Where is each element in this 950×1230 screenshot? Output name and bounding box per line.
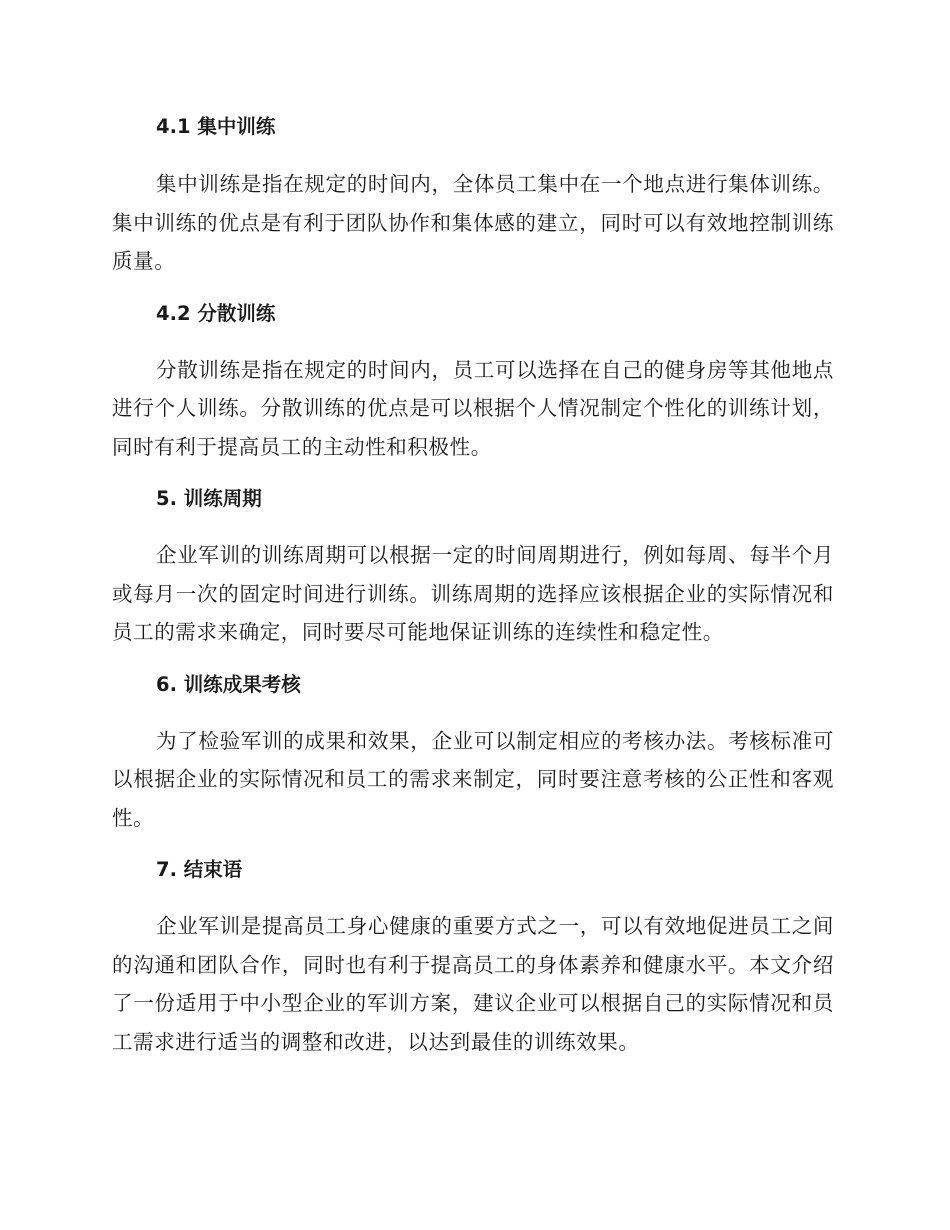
section-paragraph: 为了检验军训的成果和效果，企业可以制定相应的考核办法。考核标准可以根据企业的实际情况和员工的需求来制定，同时要注意考核的公正性和客观性。 bbox=[112, 728, 834, 830]
section-training-cycle bbox=[112, 480, 834, 652]
section-paragraph: 企业军训的训练周期可以根据一定的时间周期进行，例如每周、每半个月或每月一次的固定时间进行训练。训练周期的选择应该根据企业的实际情况和员工的需求来确定，同时要尽可能地保证训练的连续性和稳定性。 bbox=[112, 543, 834, 644]
section-conclusion bbox=[112, 851, 834, 1061]
section-heading: 4.2 分散训练 bbox=[156, 301, 276, 325]
section-heading: 7. 结束语 bbox=[156, 858, 243, 881]
section-centralized-training bbox=[112, 108, 834, 281]
section-heading: 4.1 集中训练 bbox=[156, 115, 276, 138]
document-page bbox=[112, 108, 834, 1061]
section-paragraph: 集中训练是指在规定的时间内，全体员工集中在一个地点进行集体训练。集中训练的优点是有利于团队协作和集体感的建立，同时可以有效地控制训练质量。 bbox=[112, 172, 834, 273]
section-distributed-training bbox=[112, 295, 834, 467]
section-paragraph: 企业军训是提高员工身心健康的重要方式之一，可以有效地促进员工之间的沟通和团队合作，同时也有利于提高员工的身体素养和健康水平。本文介绍了一份适用于中小型企业的军训方案，建议企业可以根据自己的实际情况和员工需求进行适当的调整和改进，以达到最佳的训练效果。 bbox=[112, 914, 834, 1054]
section-paragraph: 分散训练是指在规定的时间内，员工可以选择在自己的健身房等其他地点进行个人训练。分散训练的优点是可以根据个人情况制定个性化的训练计划，同时有利于提高员工的主动性和积极性。 bbox=[112, 357, 834, 459]
section-heading: 6. 训练成果考核 bbox=[156, 672, 301, 696]
section-training-assessment bbox=[112, 666, 834, 838]
section-heading: 5. 训练周期 bbox=[156, 487, 262, 510]
